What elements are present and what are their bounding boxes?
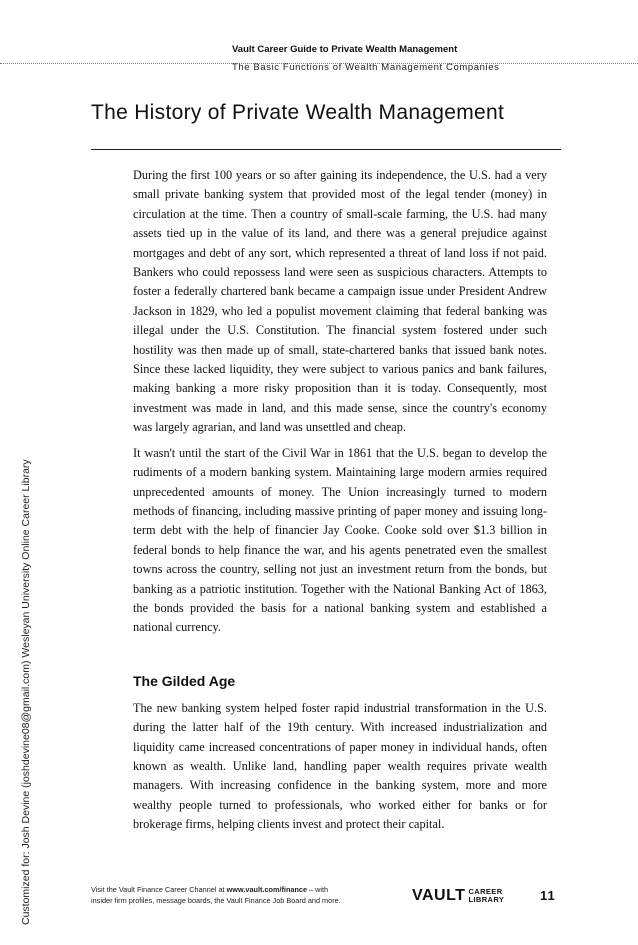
page-number: 11 xyxy=(540,888,556,903)
vault-logo xyxy=(412,887,504,905)
logo-subtitle xyxy=(468,888,504,904)
footer-prefix: Visit the Vault Finance Career Channel at xyxy=(91,885,227,894)
page-title: The History of Private Wealth Management xyxy=(91,101,505,124)
guide-title: Vault Career Guide to Private Wealth Management xyxy=(232,44,458,55)
logo-library: LIBRARY xyxy=(468,895,505,904)
section-title: The Basic Functions of Wealth Management Companies xyxy=(232,62,500,73)
paragraph-2: It wasn't until the start of the Civil War in 1861 that the U.S. began to develop the rudiments of a modern banking system. Maintaining large modern armies required unprecedented amounts of money. The Union increasingly turned to modern methods of financing, including massive printing of paper money and issuing long-term debt with the help of financier Jay Cooke. Cooke sold over $1.3 billion in federal bonds to help finance the war, and his agents penetrated even the smallest towns across the country, selling not just an investment return from the bonds, but banking as a patriotic institution. Together with the National Banking Act of 1863, the bonds provided the basis for a national banking system and established a national currency. xyxy=(133,445,547,635)
section-heading-gilded-age: The Gilded Age xyxy=(133,672,236,689)
title-rule xyxy=(91,149,561,150)
customization-sidebar: Customized for: Josh Devine (joshdevine08@gmail.com) Wesleyan University Online Career Library xyxy=(20,459,32,925)
paragraph-1: During the first 100 years or so after gaining its independence, the U.S. had a very small private banking system that provided most of the legal tender (money) in circulation at the time. Then a country of small-scale farming, the U.S. had many assets tied up in the value of its land, and there was a general prejudice against mortgages and debt of any sort, which represented a threat of land loss if not paid. Bankers who could repossess land were seen as suspicious characters. Attempts to foster a federally chartered bank became a campaign issue under President Andrew Jackson in 1829, who led a populist movement claiming that federal banking was illegal under the U.S. Constitution. The financial system fostered under such hostility was then made up of small, state-chartered banks that issued bank notes. Since these lacked liquidity, they were subject to various panics and bank failures, making banking a more risky proposition than it is today. Consequently, most investment was made in land, and this made sense, since the country's economy was largely agrarian, and land was unsettled and cheap. xyxy=(133,168,547,435)
footer-url-link[interactable]: www.vault.com/finance xyxy=(226,885,308,894)
article-body xyxy=(133,166,547,835)
running-header xyxy=(232,44,572,74)
logo-word: VAULT xyxy=(412,887,466,904)
footer-note xyxy=(91,884,411,906)
footer-line2: insider firm profiles, message boards, the Vault Finance Job Board and more. xyxy=(91,896,341,905)
logo-career: CAREER xyxy=(468,887,503,896)
footer-suffix: – with xyxy=(307,885,329,894)
paragraph-3: The new banking system helped foster rapid industrial transformation in the U.S. during the latter half of the 19th century. With increased industrialization and liquidity came increased concentrations of paper money in individual hands, often known as wealth. Unlike land, handling paper wealth requires private wealth managers. With increasing confidence in the banking system, more and more wealthy people turned to professionals, who worked either for banks or for brokerage firms, helping clients invest and protect their capital. xyxy=(133,700,547,832)
